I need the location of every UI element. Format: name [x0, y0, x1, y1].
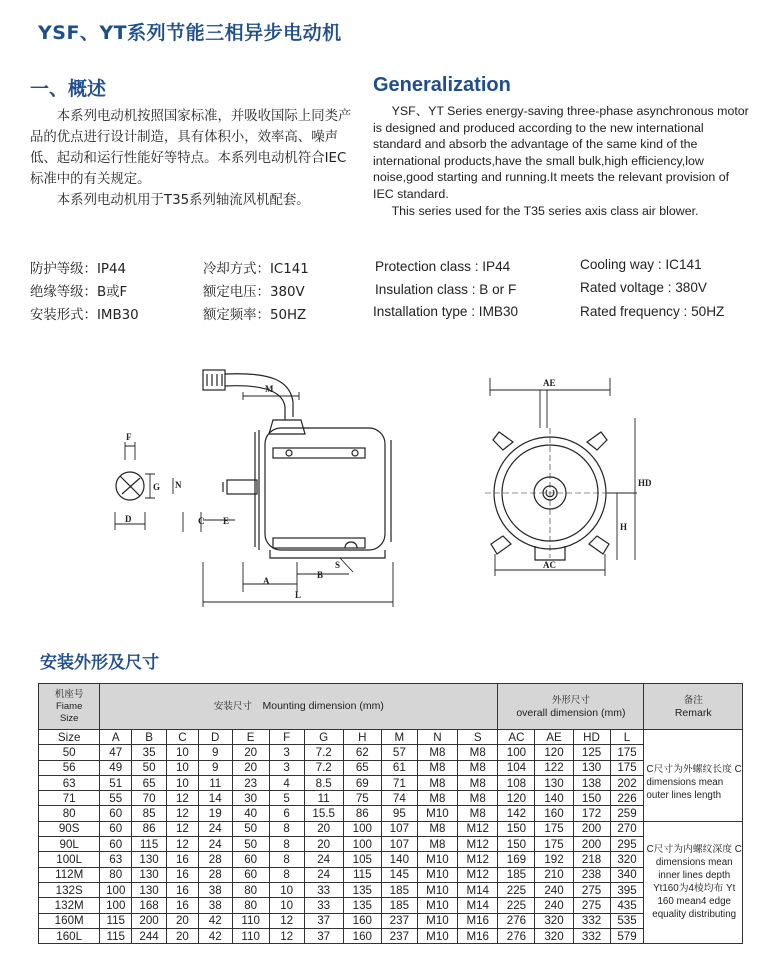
spec-insulation-cn: 绝缘等级：B或F — [30, 285, 128, 300]
table-cell: 63 — [100, 852, 132, 867]
table-cell: 12 — [269, 928, 304, 943]
table-cell: 75 — [343, 791, 381, 806]
table-cell: 200 — [132, 913, 167, 928]
overview-text-cn — [30, 106, 355, 211]
table-cell: 90L — [39, 837, 100, 852]
table-cell: 42 — [198, 928, 232, 943]
table-cell: 37 — [304, 913, 343, 928]
table-cell: 332 — [573, 913, 610, 928]
label-n: N — [175, 480, 182, 490]
table-cell: 244 — [132, 928, 167, 943]
page-title: YSF、YT系列节能三相异步电动机 — [38, 22, 342, 44]
table-cell: M10 — [417, 913, 457, 928]
table-cell: 122 — [535, 760, 573, 775]
table-cell: 202 — [610, 775, 644, 790]
column-header: D — [198, 730, 232, 745]
table-cell: 142 — [498, 806, 535, 821]
table-cell: 130 — [573, 760, 610, 775]
table-row — [39, 928, 743, 943]
column-header: S — [458, 730, 498, 745]
table-cell: 160L — [39, 928, 100, 943]
table-cell: 23 — [232, 775, 269, 790]
column-header: G — [304, 730, 343, 745]
table-cell: 185 — [498, 867, 535, 882]
label-hd: HD — [638, 478, 652, 488]
table-cell: 535 — [610, 913, 644, 928]
table-cell: M8 — [417, 760, 457, 775]
table-cell: 115 — [100, 913, 132, 928]
table-cell: 295 — [610, 837, 644, 852]
spec-protection-cn: 防护等级：IP44 — [30, 262, 127, 277]
table-row — [39, 837, 743, 852]
table-cell: 38 — [198, 882, 232, 897]
overview-paragraph-cn-1: 本系列电动机按照国家标准，并吸收国际上同类产品的优点进行设计制造，具有体积小，效率高、噪声低、起动和运行性能好等特点。本系列电动机符合IEC标准中的有关规定。 — [30, 109, 352, 187]
table-cell: M14 — [458, 898, 498, 913]
table-cell: 65 — [132, 775, 167, 790]
table-cell: 270 — [610, 821, 644, 836]
table-row — [39, 898, 743, 913]
table-cell: 3 — [269, 760, 304, 775]
table-cell: 226 — [610, 791, 644, 806]
column-header: N — [417, 730, 457, 745]
column-header: A — [100, 730, 132, 745]
label-ac: AC — [543, 560, 556, 570]
table-cell: 160 — [343, 913, 381, 928]
motor-side-view-drawing — [95, 362, 420, 612]
table-cell: 20 — [232, 760, 269, 775]
column-header: Size — [39, 730, 100, 745]
overview-paragraph-en-1: YSF、YT Series energy-saving three-phase asynchronous motor is designed and produced according to the new international standard and absorb the advantage of the same kind of the international products,have the small bulk,high efficiency,low noise,good starting and running.It meets the relevant provision of IEC standard. — [373, 104, 749, 201]
motor-front-view-drawing — [475, 368, 650, 583]
table-cell: 56 — [39, 760, 100, 775]
table-cell: 10 — [269, 898, 304, 913]
column-header: M — [381, 730, 417, 745]
table-cell: 50 — [132, 760, 167, 775]
table-cell: 240 — [535, 882, 573, 897]
table-cell: 85 — [132, 806, 167, 821]
table-cell: M8 — [458, 760, 498, 775]
table-cell: 160 — [343, 928, 381, 943]
overview-paragraph-en-2: This series used for the T35 series axis class air blower. — [391, 203, 699, 218]
table-cell: 104 — [498, 760, 535, 775]
table-row — [39, 913, 743, 928]
column-header: F — [269, 730, 304, 745]
table-cell: 12 — [167, 806, 199, 821]
label-f: F — [126, 432, 132, 442]
table-cell: 49 — [100, 760, 132, 775]
table-cell: 225 — [498, 882, 535, 897]
table-cell: M8 — [458, 791, 498, 806]
table-cell: 60 — [100, 821, 132, 836]
table-cell: 115 — [132, 837, 167, 852]
table-cell: 320 — [535, 928, 573, 943]
table-cell: 80 — [232, 898, 269, 913]
table-cell: 6 — [269, 806, 304, 821]
table-cell: 86 — [343, 806, 381, 821]
label-s: S — [335, 560, 341, 570]
spec-insulation-en: Insulation class : B or F — [375, 282, 517, 297]
table-cell: 100 — [343, 837, 381, 852]
table-cell: M8 — [458, 806, 498, 821]
table-cell: 100 — [343, 821, 381, 836]
table-cell: 70 — [132, 791, 167, 806]
table-cell: 105 — [343, 852, 381, 867]
table-cell: M10 — [417, 882, 457, 897]
table-cell: 8 — [269, 867, 304, 882]
table-cell: 24 — [198, 837, 232, 852]
table-cell: 12 — [269, 913, 304, 928]
table-cell: M16 — [458, 913, 498, 928]
table-cell: 160 — [535, 806, 573, 821]
table-cell: 275 — [573, 882, 610, 897]
table-cell: 140 — [381, 852, 417, 867]
header-remark: 备注 Remark — [644, 684, 743, 730]
table-cell: 11 — [304, 791, 343, 806]
table-cell: 237 — [381, 913, 417, 928]
table-cell: 71 — [39, 791, 100, 806]
table-row — [39, 821, 743, 836]
table-cell: 150 — [498, 821, 535, 836]
table-cell: 24 — [198, 821, 232, 836]
table-cell: 225 — [498, 898, 535, 913]
table-cell: M8 — [417, 791, 457, 806]
table-cell: 320 — [610, 852, 644, 867]
table-cell: 63 — [39, 775, 100, 790]
table-cell: 28 — [198, 867, 232, 882]
table-cell: 37 — [304, 928, 343, 943]
table-cell: 38 — [198, 898, 232, 913]
table-cell: 10 — [167, 775, 199, 790]
table-cell: 65 — [343, 760, 381, 775]
table-cell: 8 — [269, 837, 304, 852]
table-cell: M14 — [458, 882, 498, 897]
table-cell: 20 — [167, 913, 199, 928]
table-cell: 125 — [573, 745, 610, 760]
column-header-row — [39, 730, 743, 745]
table-cell: 110 — [232, 928, 269, 943]
table-cell: 238 — [573, 867, 610, 882]
table-cell: 185 — [381, 898, 417, 913]
header-frame-size: 机座号 Fiame Size — [39, 684, 100, 730]
table-cell: 60 — [232, 867, 269, 882]
label-d: D — [125, 514, 132, 524]
table-cell: 259 — [610, 806, 644, 821]
overview-heading-en: Generalization — [373, 74, 511, 96]
table-cell: 210 — [535, 867, 573, 882]
table-cell: 24 — [304, 867, 343, 882]
table-cell: 55 — [100, 791, 132, 806]
table-cell: 275 — [573, 898, 610, 913]
table-cell: 15.5 — [304, 806, 343, 821]
table-cell: 240 — [535, 898, 573, 913]
table-cell: M8 — [417, 821, 457, 836]
table-cell: 14 — [198, 791, 232, 806]
table-cell: 7.2 — [304, 760, 343, 775]
table-cell: 95 — [381, 806, 417, 821]
table-cell: 276 — [498, 928, 535, 943]
table-cell: 132M — [39, 898, 100, 913]
table-cell: 10 — [167, 745, 199, 760]
table-cell: 115 — [343, 867, 381, 882]
table-cell: M10 — [417, 928, 457, 943]
table-cell: 12 — [167, 837, 199, 852]
table-cell: 100L — [39, 852, 100, 867]
label-ae: AE — [543, 378, 556, 388]
table-cell: 10 — [269, 882, 304, 897]
table-cell: 340 — [610, 867, 644, 882]
header-mounting-dimension: 安装尺寸 Mounting dimension (mm) — [100, 684, 498, 730]
table-cell: 175 — [610, 760, 644, 775]
table-cell: 579 — [610, 928, 644, 943]
table-cell: 33 — [304, 898, 343, 913]
table-cell: 332 — [573, 928, 610, 943]
table-cell: 30 — [232, 791, 269, 806]
column-header: HD — [573, 730, 610, 745]
table-row — [39, 775, 743, 790]
table-cell: 169 — [498, 852, 535, 867]
table-cell: 8 — [269, 852, 304, 867]
table-cell: 74 — [381, 791, 417, 806]
table-cell: M10 — [417, 898, 457, 913]
table-row — [39, 806, 743, 821]
table-cell: 5 — [269, 791, 304, 806]
column-header: L — [610, 730, 644, 745]
table-cell: M16 — [458, 928, 498, 943]
table-cell: 16 — [167, 867, 199, 882]
table-cell: 20 — [304, 821, 343, 836]
table-cell: 60 — [100, 837, 132, 852]
label-c: C — [198, 516, 205, 526]
table-cell: 110 — [232, 913, 269, 928]
spec-installation-cn: 安装形式：IMB30 — [30, 308, 139, 323]
table-cell: 132S — [39, 882, 100, 897]
table-cell: 130 — [132, 867, 167, 882]
column-header: B — [132, 730, 167, 745]
remark-outer-thread: C尺寸为外螺纹长度 C dimensions mean outer lines length — [644, 745, 743, 821]
spec-cooling-cn: 冷却方式：IC141 — [203, 262, 309, 277]
table-cell: 24 — [304, 852, 343, 867]
spec-frequency-cn: 额定频率：50HZ — [203, 308, 307, 323]
table-cell: 120 — [498, 791, 535, 806]
table-cell: 16 — [167, 882, 199, 897]
table-cell: 175 — [535, 837, 573, 852]
table-row — [39, 791, 743, 806]
table-row — [39, 882, 743, 897]
table-cell: 175 — [610, 745, 644, 760]
table-cell: 35 — [132, 745, 167, 760]
table-cell: 51 — [100, 775, 132, 790]
table-cell: 8 — [269, 821, 304, 836]
table-cell: 20 — [232, 745, 269, 760]
table-cell: 3 — [269, 745, 304, 760]
table-cell: 80 — [232, 882, 269, 897]
table-cell: M8 — [458, 775, 498, 790]
column-header: C — [167, 730, 199, 745]
dimensions-table — [38, 683, 743, 944]
column-header: AE — [535, 730, 573, 745]
column-header: E — [232, 730, 269, 745]
table-row — [39, 852, 743, 867]
table-row — [39, 760, 743, 775]
label-a: A — [263, 576, 270, 586]
table-row — [39, 745, 743, 760]
table-cell: 90S — [39, 821, 100, 836]
table-cell: 16 — [167, 852, 199, 867]
table-cell: 7.2 — [304, 745, 343, 760]
table-cell: 107 — [381, 837, 417, 852]
table-cell: 62 — [343, 745, 381, 760]
table-cell: 100 — [100, 898, 132, 913]
table-cell: 218 — [573, 852, 610, 867]
spec-protection-en: Protection class : IP44 — [375, 259, 511, 274]
column-header: H — [343, 730, 381, 745]
table-cell: 200 — [573, 837, 610, 852]
table-cell: 71 — [381, 775, 417, 790]
spec-voltage-en: Rated voltage : 380V — [580, 280, 707, 295]
overview-heading-cn: 一、概述 — [30, 78, 107, 100]
label-m: M — [265, 384, 274, 394]
table-cell: 276 — [498, 913, 535, 928]
table-cell: 115 — [100, 928, 132, 943]
table-cell: M10 — [417, 806, 457, 821]
label-e: E — [223, 516, 230, 526]
table-cell: 168 — [132, 898, 167, 913]
remark-cell-blank — [644, 730, 743, 745]
table-cell: 86 — [132, 821, 167, 836]
table-cell: 80 — [39, 806, 100, 821]
table-cell: 130 — [132, 852, 167, 867]
table-cell: 20 — [167, 928, 199, 943]
table-cell: M12 — [458, 867, 498, 882]
table-cell: 192 — [535, 852, 573, 867]
table-cell: 150 — [498, 837, 535, 852]
label-g: G — [153, 482, 161, 492]
table-cell: 138 — [573, 775, 610, 790]
table-cell: M12 — [458, 852, 498, 867]
table-cell: 172 — [573, 806, 610, 821]
label-b: B — [317, 570, 324, 580]
table-cell: 12 — [167, 791, 199, 806]
table-cell: 9 — [198, 760, 232, 775]
table-cell: 50 — [39, 745, 100, 760]
table-cell: 107 — [381, 821, 417, 836]
dimensions-heading: 安装外形及尺寸 — [40, 653, 159, 673]
table-cell: 100 — [498, 745, 535, 760]
overview-paragraph-cn-2: 本系列电动机用于T35系列轴流风机配套。 — [56, 193, 310, 208]
table-cell: 80 — [100, 867, 132, 882]
table-cell: M12 — [458, 821, 498, 836]
table-cell: 150 — [573, 791, 610, 806]
column-header: AC — [498, 730, 535, 745]
table-cell: M8 — [417, 837, 457, 852]
table-cell: 57 — [381, 745, 417, 760]
table-cell: 16 — [167, 898, 199, 913]
spec-frequency-en: Rated frequency : 50HZ — [580, 304, 725, 319]
table-cell: 12 — [167, 821, 199, 836]
table-cell: 135 — [343, 898, 381, 913]
table-cell: 50 — [232, 837, 269, 852]
table-cell: 11 — [198, 775, 232, 790]
table-cell: 140 — [535, 791, 573, 806]
table-cell: 28 — [198, 852, 232, 867]
table-cell: 112M — [39, 867, 100, 882]
table-cell: M10 — [417, 852, 457, 867]
table-cell: 19 — [198, 806, 232, 821]
label-l: L — [295, 590, 302, 600]
table-cell: 135 — [343, 882, 381, 897]
table-cell: 8.5 — [304, 775, 343, 790]
header-overall-dimension: 外形尺寸 overall dimension (mm) — [498, 684, 644, 730]
table-cell: 320 — [535, 913, 573, 928]
spec-cooling-en: Cooling way : IC141 — [580, 257, 702, 272]
table-cell: 47 — [100, 745, 132, 760]
overview-text-en — [373, 103, 753, 219]
table-cell: 10 — [167, 760, 199, 775]
table-cell: M8 — [458, 745, 498, 760]
table-cell: M12 — [458, 837, 498, 852]
table-cell: 69 — [343, 775, 381, 790]
table-cell: 160M — [39, 913, 100, 928]
table-cell: 100 — [100, 882, 132, 897]
remark-inner-thread: C尺寸为内螺纹深度 C dimensions mean inner lines depth Yt160为4棱均布 Yt 160 mean4 edge equality distributing — [644, 821, 743, 943]
table-row — [39, 867, 743, 882]
table-cell: 20 — [304, 837, 343, 852]
table-cell: 60 — [232, 852, 269, 867]
table-cell: 237 — [381, 928, 417, 943]
table-cell: 435 — [610, 898, 644, 913]
table-cell: M8 — [417, 745, 457, 760]
table-cell: 61 — [381, 760, 417, 775]
table-cell: 40 — [232, 806, 269, 821]
table-cell: 200 — [573, 821, 610, 836]
table-cell: 60 — [100, 806, 132, 821]
table-cell: 145 — [381, 867, 417, 882]
table-cell: 33 — [304, 882, 343, 897]
table-cell: 395 — [610, 882, 644, 897]
table-cell: 185 — [381, 882, 417, 897]
table-cell: 120 — [535, 745, 573, 760]
spec-installation-en: Installation type : IMB30 — [373, 304, 519, 319]
table-cell: 42 — [198, 913, 232, 928]
table-cell: 50 — [232, 821, 269, 836]
table-cell: 4 — [269, 775, 304, 790]
table-cell: 9 — [198, 745, 232, 760]
table-cell: M8 — [417, 775, 457, 790]
table-cell: 130 — [132, 882, 167, 897]
table-cell: 108 — [498, 775, 535, 790]
spec-voltage-cn: 额定电压：380V — [203, 285, 305, 300]
label-h: H — [620, 522, 628, 532]
table-cell: 130 — [535, 775, 573, 790]
table-cell: 175 — [535, 821, 573, 836]
table-cell: M10 — [417, 867, 457, 882]
